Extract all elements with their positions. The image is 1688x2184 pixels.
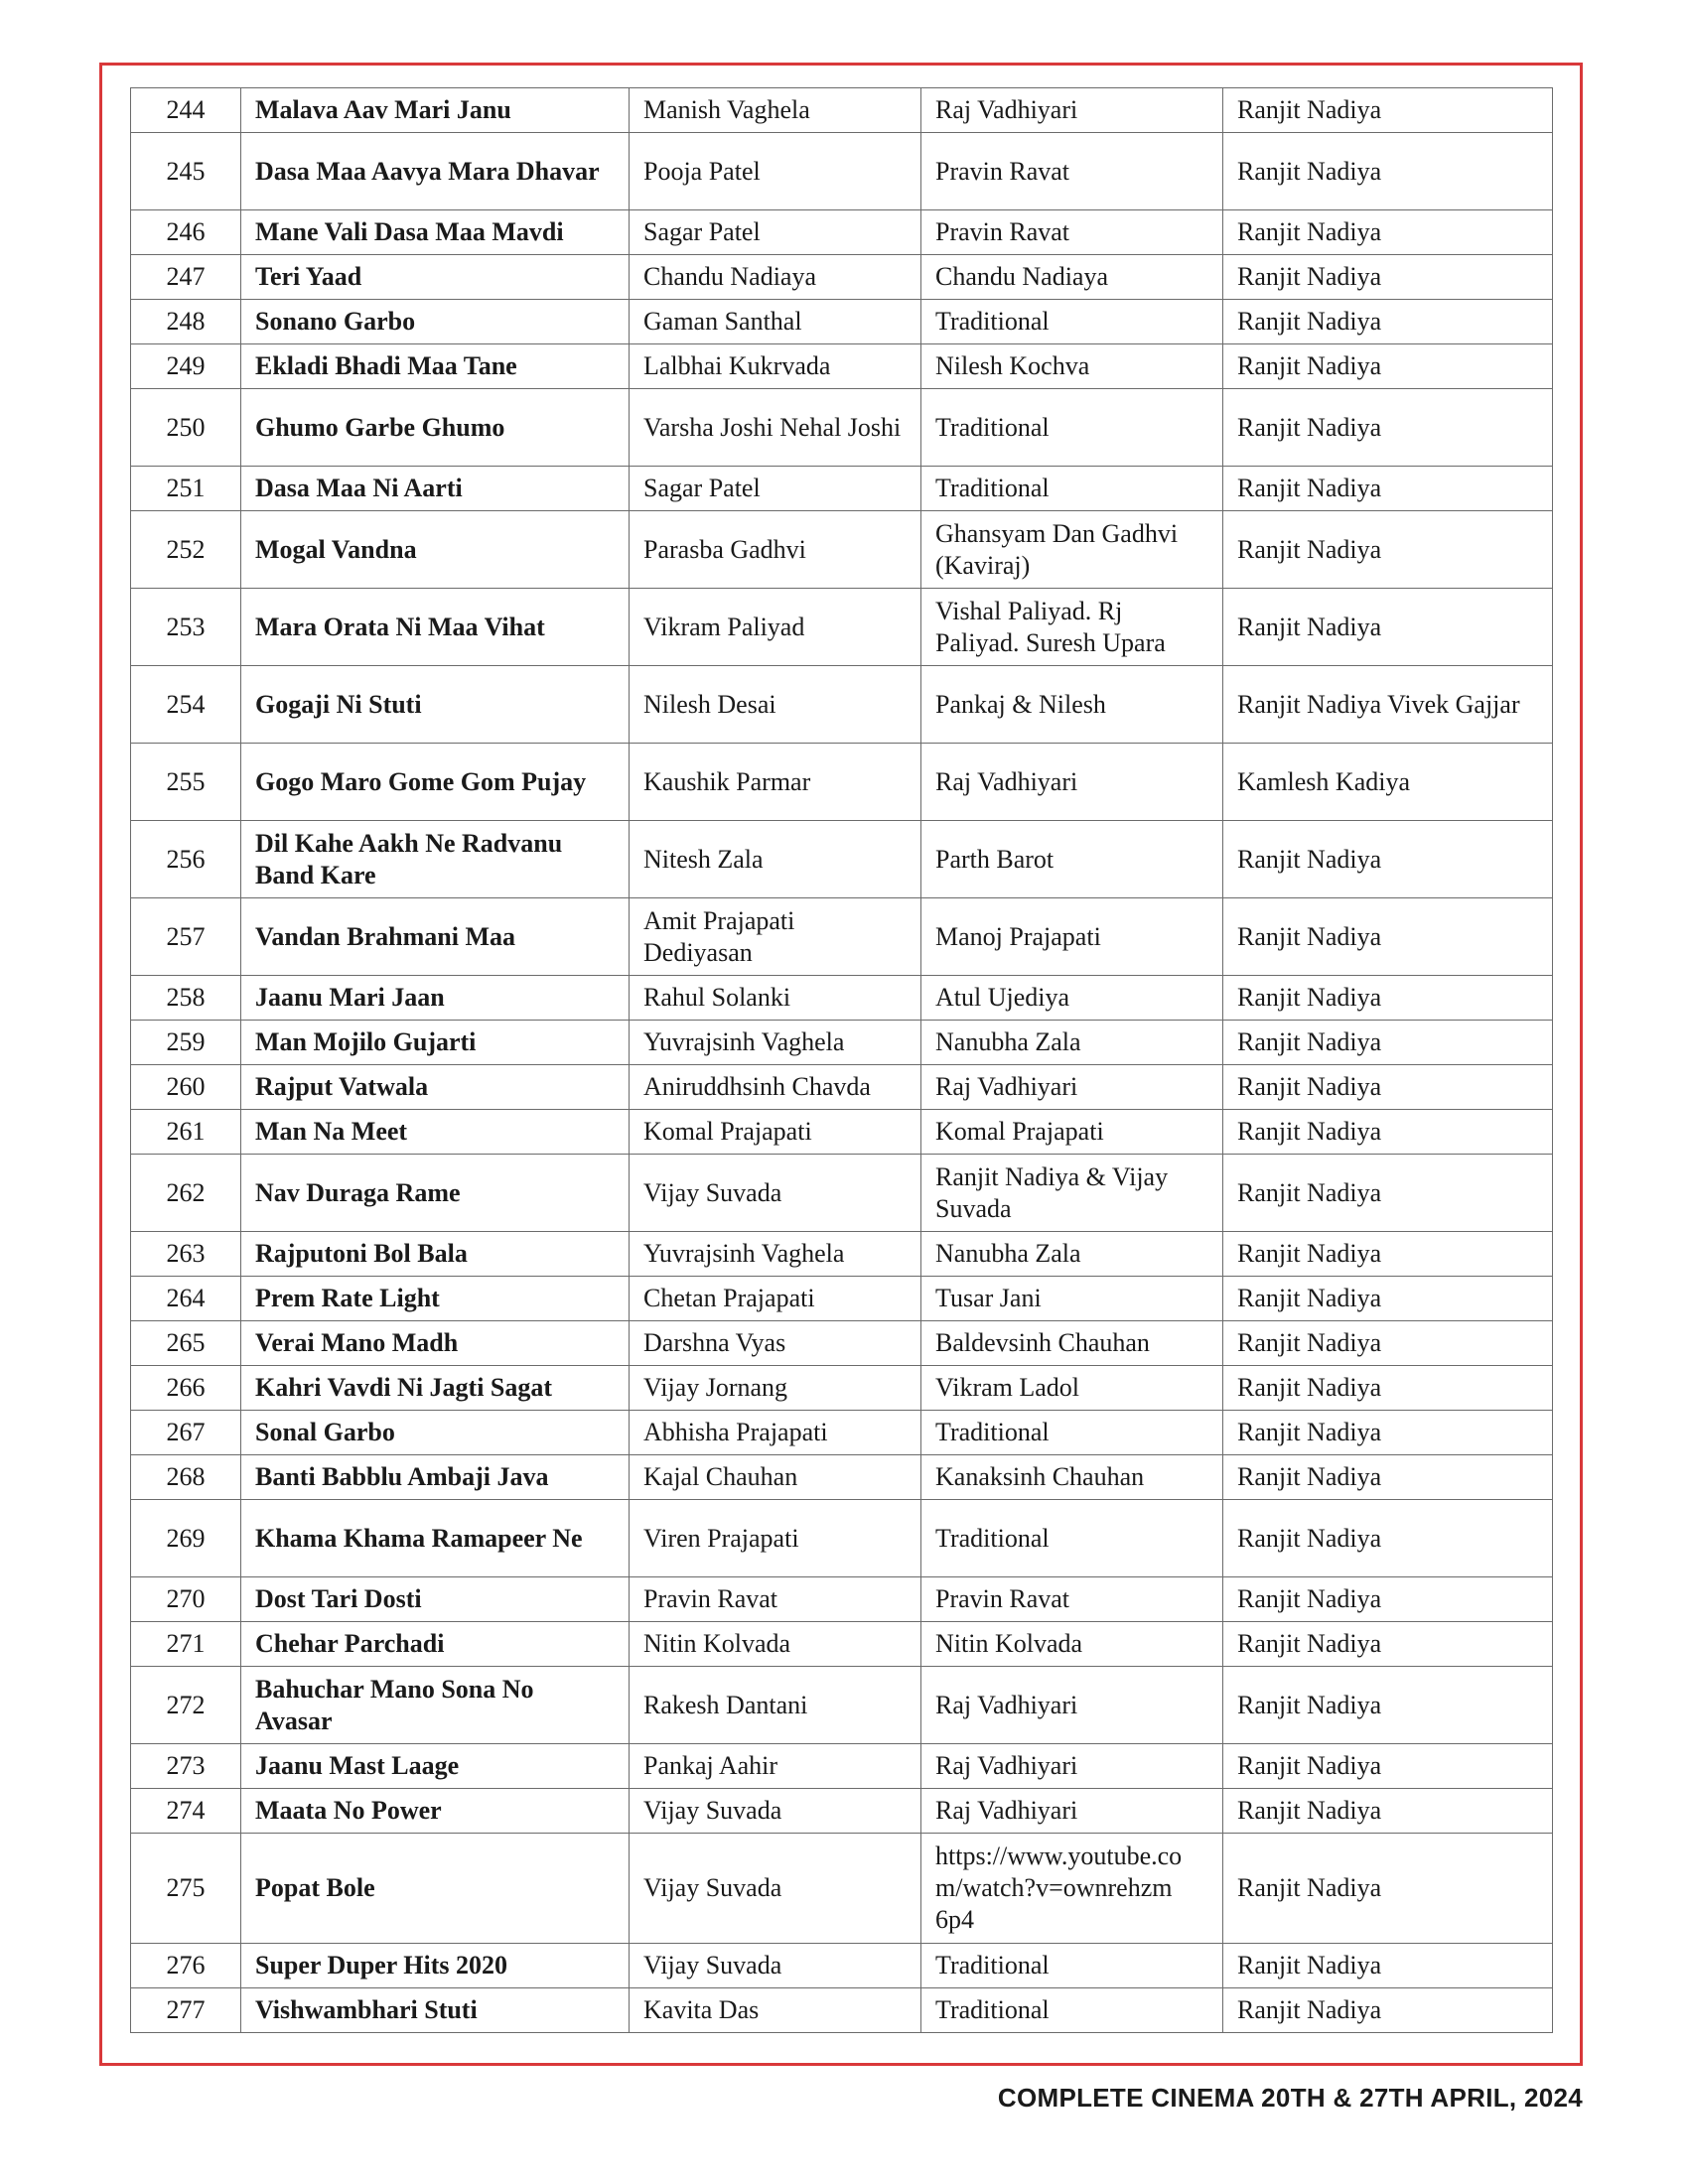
producer-cell: Ranjit Nadiya	[1223, 1366, 1553, 1411]
composer-cell: Parth Barot	[921, 821, 1223, 898]
composer-cell: Nitin Kolvada	[921, 1622, 1223, 1667]
composer-cell: Ranjit Nadiya & Vijay Suvada	[921, 1155, 1223, 1232]
producer-cell: Ranjit Nadiya	[1223, 1455, 1553, 1500]
producer-cell: Ranjit Nadiya	[1223, 898, 1553, 976]
table-row	[131, 1232, 1553, 1277]
producer-cell: Ranjit Nadiya	[1223, 133, 1553, 210]
song-title-cell: Mogal Vandna	[241, 511, 630, 589]
producer-cell: Ranjit Nadiya	[1223, 511, 1553, 589]
song-title-cell: Teri Yaad	[241, 255, 630, 300]
table-row	[131, 1321, 1553, 1366]
song-title-cell: Ekladi Bhadi Maa Tane	[241, 344, 630, 389]
composer-cell: Traditional	[921, 300, 1223, 344]
composer-cell: Nanubha Zala	[921, 1232, 1223, 1277]
singer-cell: Yuvrajsinh Vaghela	[630, 1021, 921, 1065]
row-number-cell: 273	[131, 1744, 241, 1789]
producer-cell: Ranjit Nadiya	[1223, 88, 1553, 133]
table-row	[131, 467, 1553, 511]
producer-cell: Ranjit Nadiya	[1223, 1411, 1553, 1455]
producer-cell: Ranjit Nadiya	[1223, 210, 1553, 255]
table-row	[131, 300, 1553, 344]
composer-cell: Traditional	[921, 1988, 1223, 2033]
composer-cell: Raj Vadhiyari	[921, 88, 1223, 133]
song-title-cell: Vishwambhari Stuti	[241, 1988, 630, 2033]
producer-cell: Ranjit Nadiya	[1223, 1021, 1553, 1065]
song-title-cell: Malava Aav Mari Janu	[241, 88, 630, 133]
singer-cell: Vikram Paliyad	[630, 589, 921, 666]
producer-cell: Ranjit Nadiya	[1223, 1155, 1553, 1232]
table-row	[131, 344, 1553, 389]
row-number-cell: 251	[131, 467, 241, 511]
song-title-cell: Mara Orata Ni Maa Vihat	[241, 589, 630, 666]
producer-cell: Ranjit Nadiya	[1223, 976, 1553, 1021]
song-title-cell: Dil Kahe Aakh Ne Radvanu Band Kare	[241, 821, 630, 898]
row-number-cell: 256	[131, 821, 241, 898]
producer-cell: Ranjit Nadiya	[1223, 1622, 1553, 1667]
composer-cell: Pravin Ravat	[921, 210, 1223, 255]
song-title-cell: Jaanu Mari Jaan	[241, 976, 630, 1021]
singer-cell: Vijay Suvada	[630, 1944, 921, 1988]
row-number-cell: 249	[131, 344, 241, 389]
producer-cell: Ranjit Nadiya	[1223, 1834, 1553, 1944]
row-number-cell: 260	[131, 1065, 241, 1110]
row-number-cell: 257	[131, 898, 241, 976]
composer-cell: Kanaksinh Chauhan	[921, 1455, 1223, 1500]
singer-cell: Chandu Nadiaya	[630, 255, 921, 300]
composer-cell: Traditional	[921, 1500, 1223, 1577]
singer-cell: Kajal Chauhan	[630, 1455, 921, 1500]
producer-cell: Ranjit Nadiya	[1223, 1667, 1553, 1744]
producer-cell: Ranjit Nadiya	[1223, 1232, 1553, 1277]
row-number-cell: 259	[131, 1021, 241, 1065]
singer-cell: Pravin Ravat	[630, 1577, 921, 1622]
producer-cell: Ranjit Nadiya	[1223, 1944, 1553, 1988]
table-row	[131, 744, 1553, 821]
producer-cell: Ranjit Nadiya	[1223, 344, 1553, 389]
song-title-cell: Man Na Meet	[241, 1110, 630, 1155]
row-number-cell: 268	[131, 1455, 241, 1500]
row-number-cell: 275	[131, 1834, 241, 1944]
row-number-cell: 258	[131, 976, 241, 1021]
song-title-cell: Rajput Vatwala	[241, 1065, 630, 1110]
table-row	[131, 1277, 1553, 1321]
row-number-cell: 267	[131, 1411, 241, 1455]
song-title-cell: Chehar Parchadi	[241, 1622, 630, 1667]
table-row	[131, 1577, 1553, 1622]
table-row	[131, 1944, 1553, 1988]
singer-cell: Pooja Patel	[630, 133, 921, 210]
producer-cell: Ranjit Nadiya	[1223, 467, 1553, 511]
composer-cell: Nanubha Zala	[921, 1021, 1223, 1065]
composer-cell: Tusar Jani	[921, 1277, 1223, 1321]
composer-cell: Raj Vadhiyari	[921, 744, 1223, 821]
singer-cell: Lalbhai Kukrvada	[630, 344, 921, 389]
row-number-cell: 245	[131, 133, 241, 210]
singer-cell: Chetan Prajapati	[630, 1277, 921, 1321]
song-title-cell: Nav Duraga Rame	[241, 1155, 630, 1232]
table-row	[131, 1455, 1553, 1500]
song-title-cell: Super Duper Hits 2020	[241, 1944, 630, 1988]
song-title-cell: Ghumo Garbe Ghumo	[241, 389, 630, 467]
composer-cell: Manoj Prajapati	[921, 898, 1223, 976]
producer-cell: Ranjit Nadiya	[1223, 1065, 1553, 1110]
row-number-cell: 261	[131, 1110, 241, 1155]
table-row	[131, 1834, 1553, 1944]
row-number-cell: 244	[131, 88, 241, 133]
producer-cell: Ranjit Nadiya	[1223, 1110, 1553, 1155]
producer-cell: Ranjit Nadiya	[1223, 1500, 1553, 1577]
table-row	[131, 1366, 1553, 1411]
singer-cell: Nilesh Desai	[630, 666, 921, 744]
composer-cell: Chandu Nadiaya	[921, 255, 1223, 300]
table-row	[131, 1155, 1553, 1232]
table-row	[131, 255, 1553, 300]
singer-cell: Kavita Das	[630, 1988, 921, 2033]
row-number-cell: 248	[131, 300, 241, 344]
composer-cell: Raj Vadhiyari	[921, 1667, 1223, 1744]
row-number-cell: 263	[131, 1232, 241, 1277]
table-row	[131, 589, 1553, 666]
row-number-cell: 255	[131, 744, 241, 821]
song-title-cell: Man Mojilo Gujarti	[241, 1021, 630, 1065]
singer-cell: Parasba Gadhvi	[630, 511, 921, 589]
row-number-cell: 270	[131, 1577, 241, 1622]
producer-cell: Ranjit Nadiya	[1223, 1744, 1553, 1789]
table-row	[131, 1021, 1553, 1065]
producer-cell: Ranjit Nadiya	[1223, 1277, 1553, 1321]
table-row	[131, 1110, 1553, 1155]
producer-cell: Ranjit Nadiya	[1223, 1789, 1553, 1834]
producer-cell: Ranjit Nadiya	[1223, 300, 1553, 344]
singer-cell: Sagar Patel	[630, 467, 921, 511]
producer-cell: Ranjit Nadiya	[1223, 1988, 1553, 2033]
composer-cell: Traditional	[921, 467, 1223, 511]
row-number-cell: 262	[131, 1155, 241, 1232]
table-row	[131, 389, 1553, 467]
singer-cell: Vijay Jornang	[630, 1366, 921, 1411]
table-row	[131, 511, 1553, 589]
row-number-cell: 250	[131, 389, 241, 467]
singer-cell: Abhisha Prajapati	[630, 1411, 921, 1455]
song-title-cell: Khama Khama Ramapeer Ne	[241, 1500, 630, 1577]
song-title-cell: Prem Rate Light	[241, 1277, 630, 1321]
row-number-cell: 265	[131, 1321, 241, 1366]
singer-cell: Nitesh Zala	[630, 821, 921, 898]
footer-publication-line: COMPLETE CINEMA 20TH & 27TH APRIL, 2024	[997, 2083, 1583, 2113]
composer-cell: Nilesh Kochva	[921, 344, 1223, 389]
composer-cell: Raj Vadhiyari	[921, 1065, 1223, 1110]
producer-cell: Ranjit Nadiya	[1223, 255, 1553, 300]
song-table	[130, 87, 1553, 2033]
singer-cell: Nitin Kolvada	[630, 1622, 921, 1667]
table-row	[131, 210, 1553, 255]
table-row	[131, 1988, 1553, 2033]
singer-cell: Darshna Vyas	[630, 1321, 921, 1366]
song-title-cell: Gogaji Ni Stuti	[241, 666, 630, 744]
row-number-cell: 246	[131, 210, 241, 255]
singer-cell: Vijay Suvada	[630, 1789, 921, 1834]
composer-cell: Vishal Paliyad. Rj Paliyad. Suresh Upara	[921, 589, 1223, 666]
singer-cell: Varsha Joshi Nehal Joshi	[630, 389, 921, 467]
singer-cell: Vijay Suvada	[630, 1155, 921, 1232]
row-number-cell: 266	[131, 1366, 241, 1411]
composer-cell: Pankaj & Nilesh	[921, 666, 1223, 744]
singer-cell: Kaushik Parmar	[630, 744, 921, 821]
row-number-cell: 276	[131, 1944, 241, 1988]
song-title-cell: Vandan Brahmani Maa	[241, 898, 630, 976]
song-title-cell: Dasa Maa Ni Aarti	[241, 467, 630, 511]
table-row	[131, 898, 1553, 976]
composer-cell: Traditional	[921, 389, 1223, 467]
row-number-cell: 277	[131, 1988, 241, 2033]
composer-cell: Atul Ujediya	[921, 976, 1223, 1021]
singer-cell: Gaman Santhal	[630, 300, 921, 344]
row-number-cell: 272	[131, 1667, 241, 1744]
composer-cell: Pravin Ravat	[921, 133, 1223, 210]
composer-cell: Pravin Ravat	[921, 1577, 1223, 1622]
song-title-cell: Sonano Garbo	[241, 300, 630, 344]
song-title-cell: Rajputoni Bol Bala	[241, 1232, 630, 1277]
table-row	[131, 133, 1553, 210]
table-row	[131, 666, 1553, 744]
composer-cell: Traditional	[921, 1944, 1223, 1988]
song-title-cell: Mane Vali Dasa Maa Mavdi	[241, 210, 630, 255]
song-title-cell: Kahri Vavdi Ni Jagti Sagat	[241, 1366, 630, 1411]
row-number-cell: 253	[131, 589, 241, 666]
singer-cell: Yuvrajsinh Vaghela	[630, 1232, 921, 1277]
composer-cell: Vikram Ladol	[921, 1366, 1223, 1411]
row-number-cell: 254	[131, 666, 241, 744]
producer-cell: Ranjit Nadiya	[1223, 589, 1553, 666]
singer-cell: Rakesh Dantani	[630, 1667, 921, 1744]
row-number-cell: 252	[131, 511, 241, 589]
table-row	[131, 1622, 1553, 1667]
composer-cell: Ghansyam Dan Gadhvi (Kaviraj)	[921, 511, 1223, 589]
singer-cell: Amit Prajapati Dediyasan	[630, 898, 921, 976]
song-title-cell: Banti Babblu Ambaji Java	[241, 1455, 630, 1500]
table-row	[131, 1667, 1553, 1744]
table-row	[131, 976, 1553, 1021]
singer-cell: Vijay Suvada	[630, 1834, 921, 1944]
composer-cell: Raj Vadhiyari	[921, 1789, 1223, 1834]
singer-cell: Rahul Solanki	[630, 976, 921, 1021]
song-table-body	[131, 88, 1553, 2033]
composer-cell: https://www.youtube.co m/watch?v=ownrehzm 6p4	[921, 1834, 1223, 1944]
row-number-cell: 247	[131, 255, 241, 300]
singer-cell: Viren Prajapati	[630, 1500, 921, 1577]
producer-cell: Kamlesh Kadiya	[1223, 744, 1553, 821]
composer-cell: Baldevsinh Chauhan	[921, 1321, 1223, 1366]
row-number-cell: 274	[131, 1789, 241, 1834]
composer-cell: Raj Vadhiyari	[921, 1744, 1223, 1789]
producer-cell: Ranjit Nadiya	[1223, 1577, 1553, 1622]
producer-cell: Ranjit Nadiya	[1223, 389, 1553, 467]
composer-cell: Komal Prajapati	[921, 1110, 1223, 1155]
song-title-cell: Bahuchar Mano Sona No Avasar	[241, 1667, 630, 1744]
song-title-cell: Maata No Power	[241, 1789, 630, 1834]
table-row	[131, 88, 1553, 133]
singer-cell: Sagar Patel	[630, 210, 921, 255]
song-title-cell: Gogo Maro Gome Gom Pujay	[241, 744, 630, 821]
row-number-cell: 269	[131, 1500, 241, 1577]
table-row	[131, 1789, 1553, 1834]
singer-cell: Komal Prajapati	[630, 1110, 921, 1155]
singer-cell: Aniruddhsinh Chavda	[630, 1065, 921, 1110]
table-row	[131, 1065, 1553, 1110]
producer-cell: Ranjit Nadiya Vivek Gajjar	[1223, 666, 1553, 744]
row-number-cell: 271	[131, 1622, 241, 1667]
producer-cell: Ranjit Nadiya	[1223, 821, 1553, 898]
song-title-cell: Verai Mano Madh	[241, 1321, 630, 1366]
song-title-cell: Dasa Maa Aavya Mara Dhavar	[241, 133, 630, 210]
table-row	[131, 1411, 1553, 1455]
table-row	[131, 821, 1553, 898]
singer-cell: Manish Vaghela	[630, 88, 921, 133]
producer-cell: Ranjit Nadiya	[1223, 1321, 1553, 1366]
song-title-cell: Sonal Garbo	[241, 1411, 630, 1455]
composer-cell: Traditional	[921, 1411, 1223, 1455]
song-title-cell: Dost Tari Dosti	[241, 1577, 630, 1622]
song-title-cell: Popat Bole	[241, 1834, 630, 1944]
song-title-cell: Jaanu Mast Laage	[241, 1744, 630, 1789]
table-row	[131, 1500, 1553, 1577]
singer-cell: Pankaj Aahir	[630, 1744, 921, 1789]
row-number-cell: 264	[131, 1277, 241, 1321]
table-row	[131, 1744, 1553, 1789]
